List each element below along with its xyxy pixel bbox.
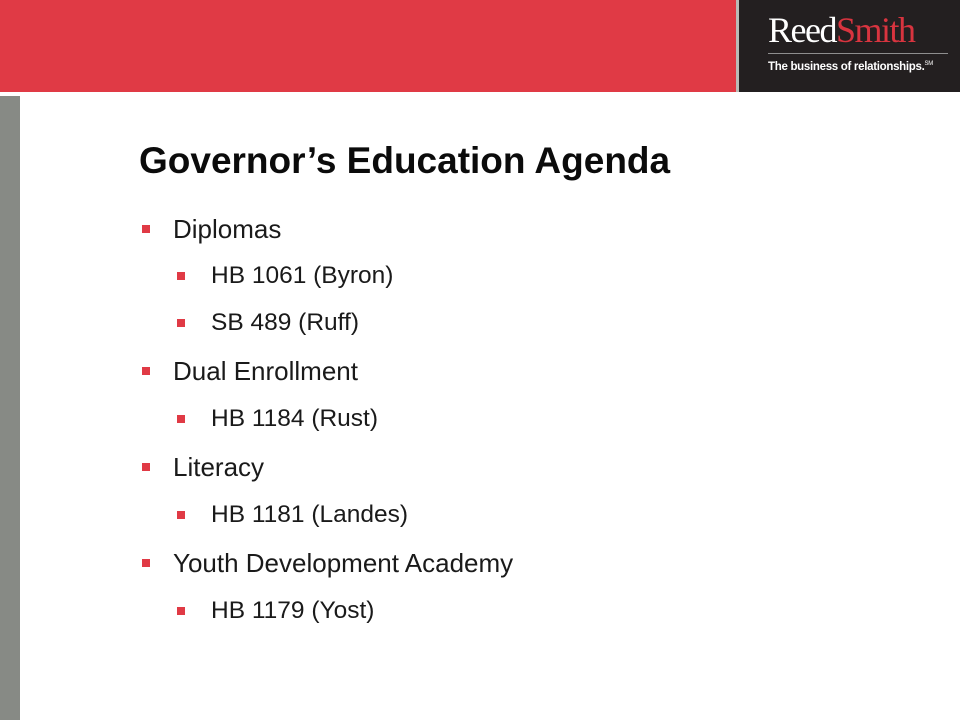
logo-tagline: [768, 61, 933, 73]
subbullet-label: HB 1179 (Yost): [211, 597, 375, 624]
service-mark: SM: [924, 61, 933, 68]
bullet-label: Dual Enrollment: [173, 355, 358, 386]
logo-tagline-text: The business of relationships.: [768, 61, 925, 73]
bullet-dual-enrollment: [142, 356, 358, 386]
subbullet-sb-489: [177, 308, 359, 338]
reedsmith-logo: [739, 0, 960, 92]
logo-divider: [768, 53, 948, 54]
subbullet-label: HB 1061 (Byron): [211, 262, 394, 289]
bullet-label: Youth Development Academy: [173, 547, 514, 578]
logo-wordmark: [768, 8, 915, 52]
subbullet-hb-1061: [177, 261, 393, 291]
subbullet-label: HB 1181 (Landes): [211, 501, 409, 528]
subbullet-label: HB 1184 (Rust): [211, 405, 379, 432]
bullet-literacy: [142, 452, 264, 482]
subbullet-hb-1181: [177, 500, 408, 530]
square-bullet-icon: [177, 607, 185, 615]
left-side-bar: [0, 96, 20, 720]
logo-word-reed: Reed: [768, 10, 836, 50]
slide-title: Governor’s Education Agenda: [139, 140, 671, 181]
subbullet-hb-1179: [177, 596, 374, 626]
square-bullet-icon: [142, 367, 150, 375]
square-bullet-icon: [177, 415, 185, 423]
square-bullet-icon: [142, 559, 150, 567]
logo-word-smith: Smith: [835, 10, 915, 50]
square-bullet-icon: [177, 511, 185, 519]
square-bullet-icon: [142, 225, 150, 233]
header-banner: [0, 0, 736, 92]
bullet-youth-development-academy: [142, 548, 513, 578]
subbullet-label: SB 489 (Ruff): [211, 309, 359, 336]
square-bullet-icon: [177, 272, 185, 280]
square-bullet-icon: [177, 319, 185, 327]
bullet-label: Literacy: [173, 451, 265, 482]
subbullet-hb-1184: [177, 404, 378, 434]
square-bullet-icon: [142, 463, 150, 471]
bullet-label: Diplomas: [173, 213, 282, 244]
bullet-diplomas: [142, 214, 281, 244]
